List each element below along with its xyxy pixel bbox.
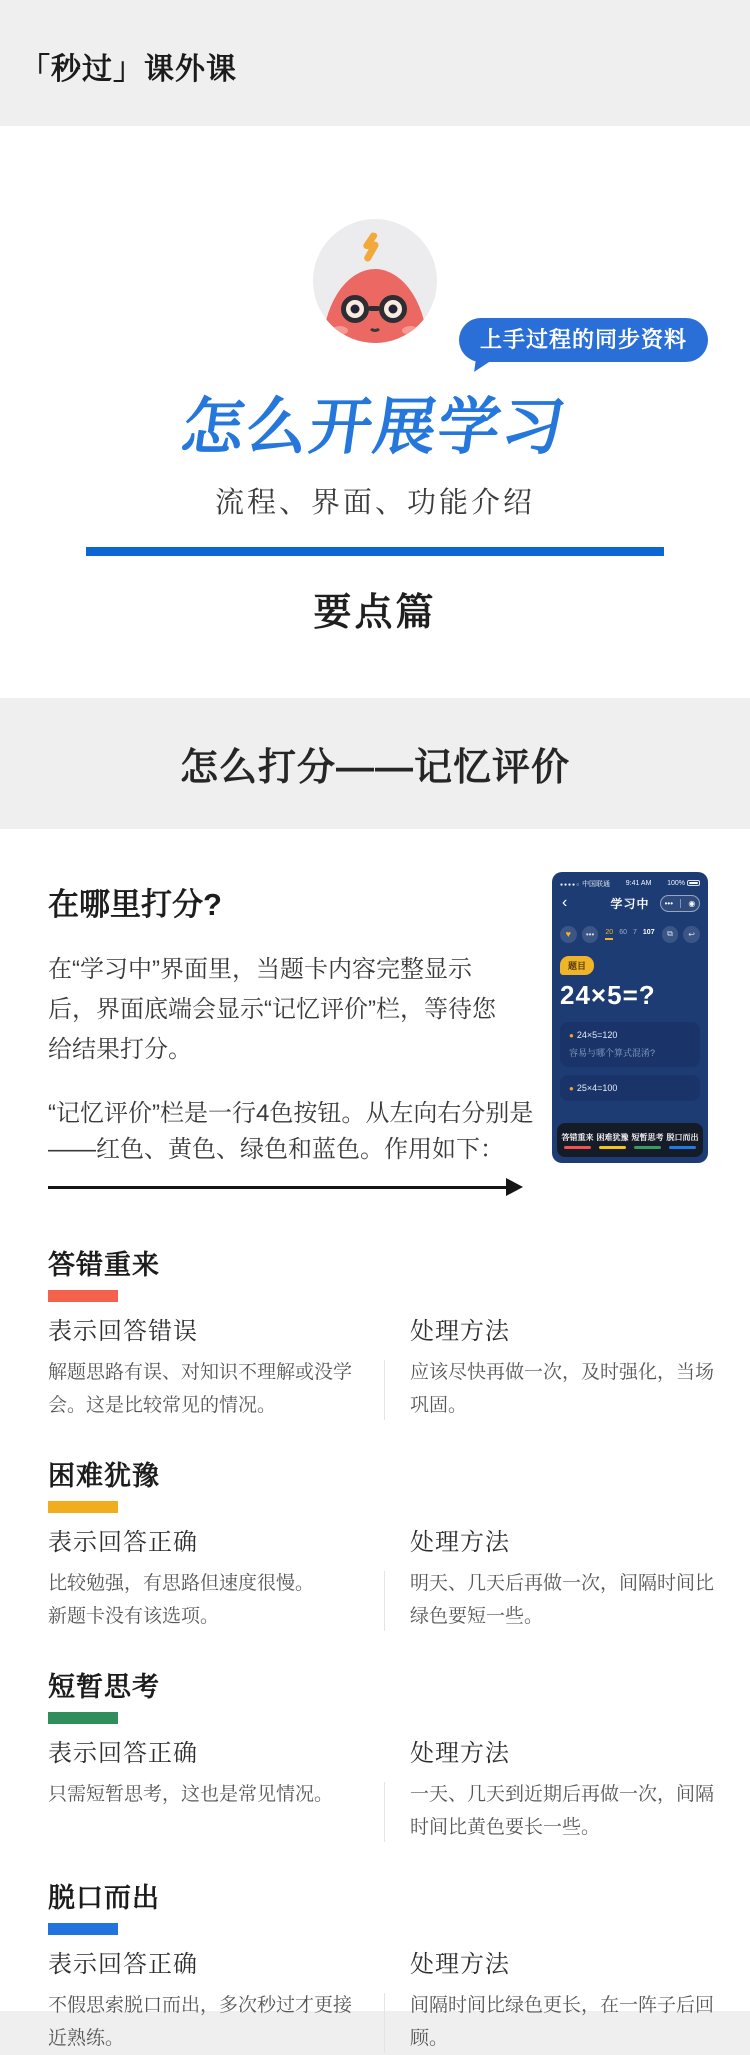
- section-title: 短暂思考: [48, 1672, 160, 1702]
- battery-icon: [687, 880, 700, 886]
- glasses-left-lens-icon: [341, 295, 369, 323]
- body-line: 应该尽快再做一次，及时强化，当场: [410, 1362, 715, 1383]
- question-badge: 题目: [560, 956, 594, 975]
- section-color-bar: [48, 1712, 118, 1724]
- hero-title: 怎么开展学习: [177, 393, 572, 462]
- memory-rating-bar: [557, 1123, 703, 1157]
- intro-paragraph-2: [48, 1096, 550, 1168]
- phone-nav-bar: [560, 891, 700, 917]
- paragraph-line: ——红色、黄色、绿色和蓝色。作用如下：: [48, 1136, 504, 1163]
- rating-button-label: 困难犹豫: [596, 1132, 629, 1142]
- column-body: [48, 1778, 358, 1811]
- column-handling: [410, 1740, 715, 1844]
- section-wrong-retry: [48, 1250, 715, 1422]
- column-body: [410, 1989, 715, 2055]
- rating-underline: [599, 1146, 626, 1149]
- section-brief-thought: [48, 1672, 715, 1844]
- phone-toolbar: [560, 925, 700, 943]
- paragraph-line: 后，界面底端会显示“记忆评价”栏，等待您: [48, 996, 496, 1023]
- chapter-title: 怎么打分——记忆评价: [179, 747, 570, 789]
- question-text: 24×5=?: [560, 980, 656, 1010]
- hint-card: [560, 1022, 700, 1067]
- capsule-divider: [680, 899, 681, 908]
- column-body: [410, 1356, 715, 1422]
- hint-card-line2: 容易与哪个算式混淆?: [569, 1048, 656, 1058]
- hero-card: [0, 126, 750, 698]
- column-header: 表示回答正确: [48, 1529, 198, 1556]
- rating-button-yellow: [597, 1132, 629, 1149]
- column-header: 处理方法: [410, 1529, 510, 1556]
- more-dots-icon: •••: [582, 926, 599, 943]
- column-header: 表示回答正确: [48, 1740, 198, 1767]
- card-copy-icon: ⧉: [662, 926, 679, 943]
- body-line: 明天、几天后再做一次，间隔时间比: [410, 1573, 715, 1594]
- column-header: 处理方法: [410, 1740, 510, 1767]
- column-handling: [410, 1951, 715, 2055]
- chapter-band: [0, 698, 750, 829]
- glasses-bridge: [368, 306, 380, 311]
- body-line: 巩固。: [410, 1395, 468, 1416]
- body-line: 只需短暂思考，这也是常见情况。: [48, 1784, 334, 1805]
- section-title: 困难犹豫: [48, 1461, 160, 1491]
- rating-button-red: [562, 1132, 594, 1149]
- app-screenshot: [552, 872, 708, 1163]
- paragraph-line: “记忆评价”栏是一行4色按钮。从左向右分别是: [48, 1100, 534, 1127]
- column-meaning: [48, 1318, 358, 1422]
- rating-button-green: [632, 1132, 664, 1149]
- hint-card-line1: [569, 1030, 691, 1040]
- more-icon: •••: [664, 899, 673, 908]
- column-header: 处理方法: [410, 1951, 510, 1978]
- where-heading: 在哪里打分?: [48, 887, 222, 922]
- hero-divider: [86, 547, 664, 556]
- signal-dots-icon: ●●●●○: [560, 881, 581, 888]
- back-icon: ‹: [562, 894, 568, 911]
- section-color-bar: [48, 1923, 118, 1935]
- intro-paragraph-1: [48, 950, 550, 1070]
- paragraph-line: 给结果打分。: [48, 1036, 192, 1063]
- rating-underline: [669, 1146, 696, 1149]
- stat-dim: 7: [633, 928, 637, 936]
- section-columns: [48, 1318, 715, 1422]
- body-line: 一天、几天到近期后再做一次，间隔: [410, 1784, 715, 1805]
- hero-badge: 上手过程的同步资料: [459, 318, 708, 362]
- body-line: 绿色要短一些。: [410, 1606, 544, 1627]
- mascot-cheek: [402, 326, 419, 335]
- stat-active: 20: [605, 929, 613, 940]
- rating-button-blue: [667, 1132, 699, 1149]
- section-blurt-out: [48, 1883, 715, 2055]
- rating-underline: [634, 1146, 661, 1149]
- mascot-cheek: [331, 326, 348, 335]
- rating-button-label: 脱口而出: [666, 1132, 699, 1142]
- body-line: 会。这是比较常见的情况。: [48, 1395, 277, 1416]
- column-body: [48, 1567, 358, 1633]
- carrier-label: 中国联通: [582, 880, 611, 888]
- stat-dim: 60: [619, 928, 627, 936]
- rating-sections: [48, 1250, 715, 2055]
- stat-total: 107: [642, 928, 655, 936]
- battery-percent: 100%: [667, 880, 685, 887]
- column-meaning: [48, 1951, 358, 2055]
- column-body: [410, 1778, 715, 1844]
- heart-icon: ♥: [560, 926, 577, 943]
- column-handling: [410, 1529, 715, 1633]
- section-color-bar: [48, 1501, 118, 1513]
- phone-nav-title: 学习中: [610, 897, 650, 911]
- hint-formula: 24×5=120: [576, 1030, 618, 1040]
- column-meaning: [48, 1740, 358, 1844]
- section-difficult-hesitant: [48, 1461, 715, 1633]
- body-line: 近熟练。: [48, 2028, 125, 2049]
- bullet-icon: ●: [569, 1084, 574, 1093]
- mascot-avatar: [313, 219, 437, 343]
- column-meaning: [48, 1529, 358, 1633]
- hint-card-line1: [569, 1083, 691, 1093]
- body-line: 新题卡没有该选项。: [48, 1606, 220, 1627]
- study-progress-stats: [603, 929, 656, 940]
- hero-section-label: 要点篇: [313, 592, 437, 634]
- section-color-bar: [48, 1290, 118, 1302]
- glasses-right-lens-icon: [379, 295, 407, 323]
- column-body: [48, 1989, 358, 2055]
- section-columns: [48, 1951, 715, 2055]
- lightning-icon: [357, 231, 391, 271]
- right-arrow: [48, 1178, 702, 1196]
- body-line: 不假思索脱口而出，多次秒过才更接: [48, 1995, 353, 2016]
- column-header: 处理方法: [410, 1318, 510, 1345]
- hint-card: [560, 1075, 700, 1101]
- column-body: [48, 1356, 358, 1422]
- miniprogram-capsule: [660, 895, 700, 912]
- section-title: 脱口而出: [48, 1883, 160, 1913]
- hero-subtitle: 流程、界面、功能介绍: [214, 487, 535, 519]
- record-icon: ◉: [688, 899, 696, 908]
- arrow-line: [48, 1186, 506, 1189]
- hint-formula: 25×4=100: [576, 1083, 618, 1093]
- paragraph-line: 在“学习中”界面里，当题卡内容完整显示: [48, 956, 472, 983]
- rating-underline: [564, 1146, 591, 1149]
- body-line: 时间比黄色要长一些。: [410, 1817, 601, 1838]
- undo-icon: ↩: [683, 926, 700, 943]
- section-title: 答错重来: [48, 1250, 160, 1280]
- phone-status-bar: [560, 877, 700, 890]
- column-handling: [410, 1318, 715, 1422]
- body-line: 解题思路有误、对知识不理解或没学: [48, 1362, 353, 1383]
- bullet-icon: ●: [569, 1031, 574, 1040]
- body-line: 间隔时间比绿色更长，在一阵子后回: [410, 1995, 715, 2016]
- site-header: [0, 0, 750, 88]
- section-columns: [48, 1529, 715, 1633]
- rating-button-label: 短暂思考: [631, 1132, 664, 1142]
- body-line: 比较勉强，有思路但速度很慢。: [48, 1573, 315, 1594]
- rating-button-label: 答错重来: [561, 1132, 594, 1142]
- column-header: 表示回答正确: [48, 1951, 198, 1978]
- arrow-head-icon: [506, 1178, 523, 1196]
- clock-label: 9:41 AM: [625, 880, 652, 887]
- site-title: 「秒过」课外课: [20, 53, 237, 86]
- body-line: 顾。: [410, 2028, 449, 2049]
- column-body: [410, 1567, 715, 1633]
- column-header: 表示回答错误: [48, 1318, 198, 1345]
- section-columns: [48, 1740, 715, 1844]
